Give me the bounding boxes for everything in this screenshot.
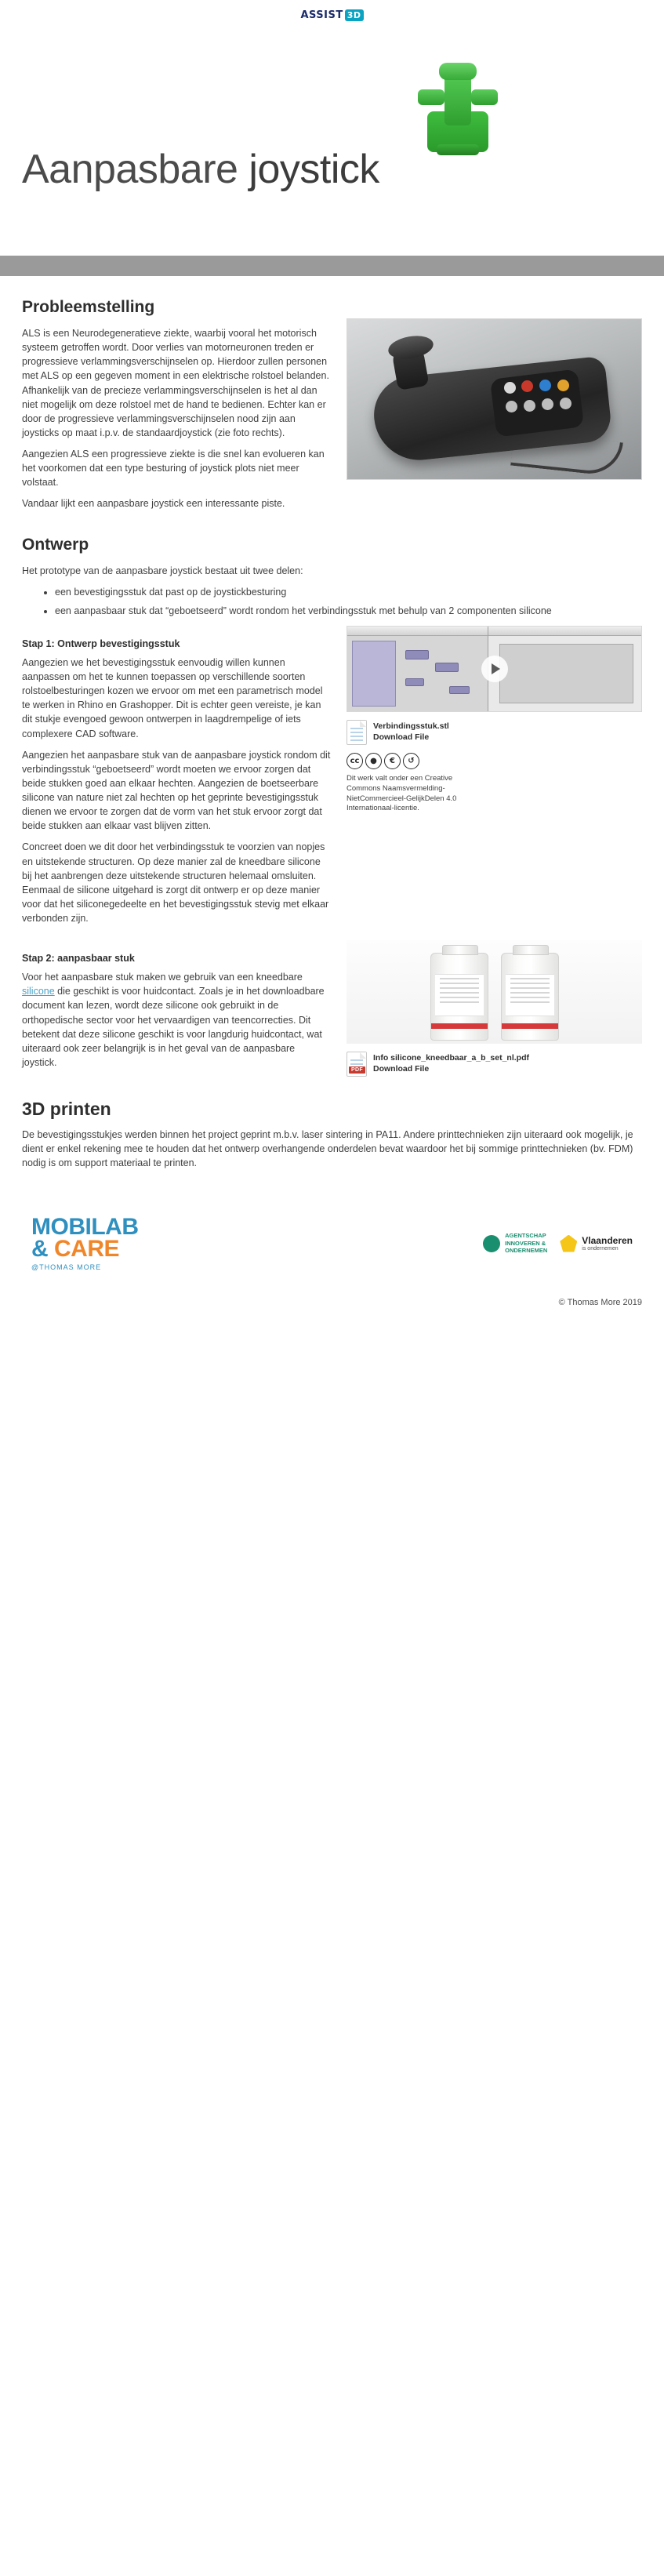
stl-download-link[interactable]: Download File bbox=[373, 732, 430, 742]
agentschap-line1: AGENTSCHAP bbox=[505, 1232, 546, 1240]
cc-sa-icon: ↺ bbox=[403, 753, 419, 769]
stap2-paragraph bbox=[22, 970, 332, 1070]
bottle-a bbox=[430, 953, 488, 1041]
joystick-photo bbox=[347, 318, 642, 480]
document-content bbox=[0, 276, 664, 1171]
mobilab-line1: MOBILAB bbox=[31, 1213, 139, 1240]
probleemstelling-paragraph-3: Vandaar lijkt een aanpasbare joystick een interessante piste. bbox=[22, 498, 285, 510]
vlaanderen-logo bbox=[560, 1235, 633, 1252]
play-icon[interactable] bbox=[481, 656, 508, 682]
brand-suffix: 3D bbox=[345, 9, 364, 21]
probleemstelling-heading: Probleemstelling bbox=[22, 298, 155, 316]
brand-name: ASSIST bbox=[300, 9, 343, 21]
3d-printen-heading: 3D printen bbox=[22, 1099, 111, 1120]
cc-icon: cc bbox=[347, 753, 363, 769]
stap2-text-before-link: Voor het aanpasbare stuk maken we gebruik van een kneedbare bbox=[22, 972, 303, 983]
list-item: • een bevestigingsstuk dat past op de joystickbesturing bbox=[55, 585, 642, 599]
hero-banner bbox=[0, 30, 664, 235]
page-title bbox=[22, 146, 379, 193]
stap1-paragraph-3: Concreet doen we dit door het verbindingsstuk te voorzien van nopjes en uitstekende structuren. Op deze manier zal de kneedbare silicone bij het aanbrengen deze uitstekende structuren helemaal omsluiten. Eenmaal de silicone uitgehard is zorgt dit ontwerp er op deze manier voor dat het siliconegedeelte en het bevestigingsstuk stevig met elkaar verbonden zijn. bbox=[22, 841, 329, 924]
pdf-file-name: Info silicone_kneedbaar_a_b_set_nl.pdf bbox=[373, 1053, 529, 1063]
mobilab-line2 bbox=[31, 1238, 138, 1261]
probleemstelling-paragraph-1: ALS is een Neurodegeneratieve ziekte, waarbij vooral het motorisch systeem getroffen wordt. Door verlies van motorneuronen treden er progressieve verlammingsverschijnselen op. Hierdoor zullen personen met ALS op een gegeven moment in een elektrische rolstoel belanden. Afhankelijk van de precieze verlammingsverschijnselen is het al dan niet mogelijk om deze rolstoel met de hand te bedienen. Echter kan er door de progressieve verlammingsverschijnselen nood zijn aan joysticks op maat i.p.v. de standaardjoystick (zie foto rechts). bbox=[22, 328, 329, 438]
assist3d-logo bbox=[300, 9, 363, 21]
page-title-part2: joystick bbox=[249, 147, 379, 192]
section-divider bbox=[0, 256, 664, 276]
stap1-section bbox=[22, 626, 642, 932]
stap1-paragraph-2: Aangezien het aanpasbare stuk van de aanpasbare joystick rondom dit verbindingsstuk “geboetseerd” wordt moeten we ervoor zorgen dat beide stukken goed aan elkaar hechten. Aangezien de boetseerbare silicone van nature niet zal hechten op het geprinte bevestigingsstuk dienen we ervoor te zorgen dat de vorm van het stuk ervoor zorgt dat beide stukken aan elkaar vast blijven zitten. bbox=[22, 749, 331, 832]
vlaanderen-line1: Vlaanderen bbox=[582, 1235, 633, 1246]
agentschap-line2: INNOVEREN & bbox=[505, 1239, 546, 1247]
page-title-part1: Aanpasbare bbox=[22, 147, 238, 192]
license-block bbox=[347, 753, 642, 814]
top-logo-bar bbox=[0, 0, 664, 30]
agentschap-mark-icon bbox=[483, 1235, 500, 1252]
list-item: • een aanpasbaar stuk dat “geboetseerd” wordt rondom het verbindingsstuk met behulp van 2 componenten silicone bbox=[55, 604, 642, 618]
stap2-text-after-link: die geschikt is voor huidcontact. Zoals je in het downloadbare document kan lezen, wordt deze silicone ook gebruikt in de orthopedische sector voor het vervaardigen van teencorrecties. Dit betekent dat deze silicone geschikt is voor langdurig huidcontact, wat uiteraard ook zeer belangrijk is in het geval van de aanpasbare joystick. bbox=[22, 986, 325, 1068]
ontwerp-bullet-list bbox=[22, 585, 642, 618]
3d-printen-paragraph: De bevestigingsstukjes werden binnen het project geprint m.b.v. laser sintering in PA11. Andere printtechnieken zijn uiteraard ook mogelijk, je dient er enkel rekening mee te houden dat het ontwerp overhangende onderdelen bevat waardoor het bij sommige printtechnieken (bv. FDM) nodig is om support materiaal te printen. bbox=[22, 1129, 633, 1169]
copyright-notice: © Thomas More 2019 bbox=[558, 1297, 642, 1307]
stap2-title: Stap 2: aanpasbaar stuk bbox=[22, 953, 135, 965]
cc-nc-icon: € bbox=[384, 753, 401, 769]
creative-commons-badges bbox=[347, 753, 642, 769]
mobilab-amp: & bbox=[31, 1236, 54, 1263]
silicone-bottles-photo bbox=[347, 940, 642, 1044]
pdf-download-link[interactable]: Download File bbox=[373, 1063, 430, 1074]
stl-download-block[interactable] bbox=[347, 720, 642, 745]
stl-file-icon bbox=[347, 720, 367, 745]
ontwerp-intro: Het prototype van de aanpasbare joystick bestaat uit twee delen: bbox=[22, 565, 303, 576]
license-text: Dit werk valt onder een Creative Commons Naamsvermelding-NietCommercieel-GelijkDelen 4.0 Internationaal-licentie. bbox=[347, 773, 457, 813]
probleemstelling-paragraph-2: Aangezien ALS een progressieve ziekte is die snel kan evolueren kan het voorkomen dat een type besturing of joystick plots niet meer volstaat. bbox=[22, 449, 325, 489]
page-footer bbox=[0, 1197, 664, 1290]
mobilab-care-logo bbox=[31, 1213, 139, 1271]
pdf-file-icon: PDF bbox=[347, 1052, 367, 1077]
stap1-title: Stap 1: Ontwerp bevestigingsstuk bbox=[22, 638, 180, 649]
cc-by-icon: ● bbox=[365, 753, 382, 769]
vlaanderen-line2: is ondernemen bbox=[582, 1246, 619, 1252]
stap2-section bbox=[22, 940, 642, 1077]
bottle-b bbox=[501, 953, 559, 1041]
joystick-illustration-icon bbox=[413, 63, 531, 157]
pdf-download-block[interactable] bbox=[347, 1052, 642, 1077]
probleemstelling-section bbox=[22, 295, 642, 518]
ontwerp-heading: Ontwerp bbox=[22, 535, 89, 554]
stap1-paragraph-1: Aangezien we het bevestigingsstuk eenvoudig willen kunnen aanpassen om het te kunnen toepassen op verschillende soorten rolstoelbesturingen kozen we ervoor om met een parametrisch model te werken in Rhino en Grashopper. Dit is echter geen vereiste, je kan dit stukje evengoed gewoon ontwerpen in laagdrempelige of iets complexere CAD software. bbox=[22, 656, 323, 739]
vlaamse-leeuw-icon bbox=[560, 1235, 577, 1252]
agentschap-logo bbox=[483, 1232, 547, 1254]
silicone-link[interactable]: silicone bbox=[22, 986, 55, 997]
mobilab-care: CARE bbox=[54, 1236, 120, 1263]
cad-video-thumbnail[interactable] bbox=[347, 626, 642, 712]
agentschap-line3: ONDERNEMEN bbox=[505, 1247, 548, 1255]
stl-file-name: Verbindingsstuk.stl bbox=[373, 721, 449, 731]
government-logos bbox=[483, 1232, 633, 1254]
mobilab-line3: @THOMAS MORE bbox=[31, 1263, 102, 1271]
